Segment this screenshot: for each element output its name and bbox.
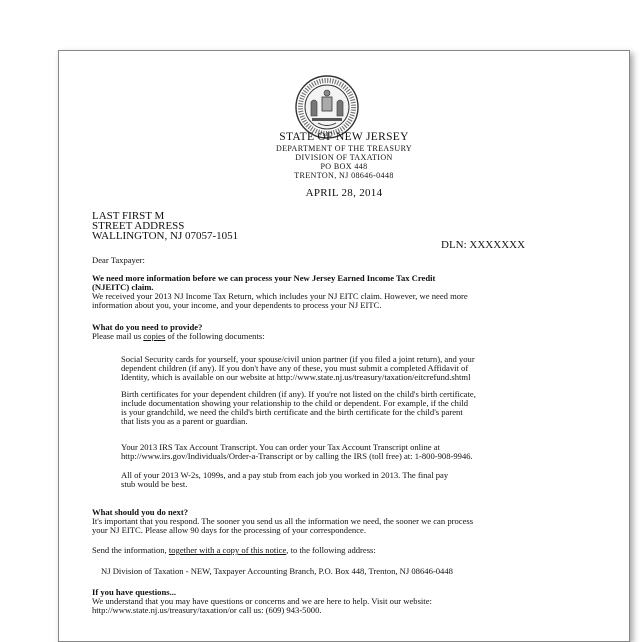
header-department: DEPARTMENT OF THE TREASURY — [275, 144, 413, 153]
heading-need-info-line1: We need more information before we can process your New Jersey Earned Income Tax Credit — [92, 273, 436, 283]
send-post: , to the following address: — [286, 545, 376, 555]
next-line1: It's important that you respond. The sooner you send us all the information we need, the sooner we can process — [92, 516, 474, 526]
copies-text: copies — [143, 331, 166, 341]
next-line2: your NJ EITC. Please allow 90 days for the processing of your correspondence. — [92, 525, 366, 535]
item4-line2: stub would be best. — [121, 479, 188, 489]
intro-line1: We received your 2013 NJ Income Tax Return, which includes your NJ EITC claim. However, we need more — [92, 291, 468, 301]
header-state: STATE OF NEW JERSEY — [279, 131, 409, 143]
heading-need-info-line2: (NJEITC) claim. — [92, 282, 154, 292]
recipient-city: WALLINGTON, NJ 07057-1051 — [92, 230, 239, 242]
questions-line1: We understand that you may have questions or concerns and we are here to help. Visit our website: — [92, 596, 432, 606]
provide-post: of the following documents: — [165, 331, 265, 341]
item1-line1: Social Security cards for yourself, your spouse/civil union partner (if you filed a joint return), and your — [121, 354, 475, 364]
item3-line1: Your 2013 IRS Tax Account Transcript. You can order your Tax Account Transcript online at — [121, 442, 440, 452]
mailing-address: NJ Division of Taxation - NEW, Taxpayer Accounting Branch, P.O. Box 448, Trenton, NJ 08646-0448 — [101, 566, 453, 576]
provide-pre: Please mail us — [92, 331, 144, 341]
heading-what-to-provide: What do you need to provide? — [92, 322, 203, 332]
header-pobox: PO BOX 448 — [320, 162, 368, 171]
recipient-name: LAST FIRST M — [92, 210, 165, 222]
send-instructions — [92, 546, 376, 555]
letter-date: APRIL 28, 2014 — [305, 187, 383, 199]
header-division: DIVISION OF TAXATION — [295, 153, 393, 162]
item2-line3: is your grandchild, we need the child's birth certificate and the birth certificate for the child's parent — [121, 407, 463, 417]
questions-line2: http://www.state.nj.us/treasury/taxation/or call us: (609) 943-5000. — [92, 605, 322, 615]
greeting: Dear Taxpayer: — [92, 255, 145, 265]
copy-notice-text: together with a copy of this notice — [168, 545, 287, 555]
provide-instructions — [92, 332, 265, 341]
dln-number: DLN: XXXXXXX — [441, 239, 526, 251]
send-pre: Send the information, — [92, 545, 169, 555]
recipient-street: STREET ADDRESS — [92, 220, 185, 232]
item1-line3: Identity, which is available on our website at http://www.state.nj.us/treasury/taxation/eitcrefund.shtml — [121, 372, 471, 382]
item2-line1: Birth certificates for your dependent children (if any). If you're not listed on the child's birth certificate, — [121, 389, 476, 399]
intro-line2: information about you, your income, and your dependents to process your NJ EITC. — [92, 300, 382, 310]
header-city: TRENTON, NJ 08646-0448 — [294, 171, 394, 180]
letter-page — [58, 50, 630, 642]
item3-line2: http://www.irs.gov/Individuals/Order-a-Transcript or by calling the IRS (toll free) at: 1-800-908-9946. — [121, 451, 473, 461]
item2-line4: that lists you as a parent or guardian. — [121, 416, 248, 426]
heading-questions: If you have questions... — [92, 587, 177, 597]
heading-what-next: What should you do next? — [92, 507, 188, 517]
item4-line1: All of your 2013 W-2s, 1099s, and a pay stub from each job you worked in 2013. The final pay — [121, 470, 449, 480]
item1-line2: dependent children (if any). If you don't have any of these, you must submit a completed Affidavit of — [121, 363, 469, 373]
item2-line2: include documentation showing your relationship to the child or dependent. For example, if the child — [121, 398, 469, 408]
